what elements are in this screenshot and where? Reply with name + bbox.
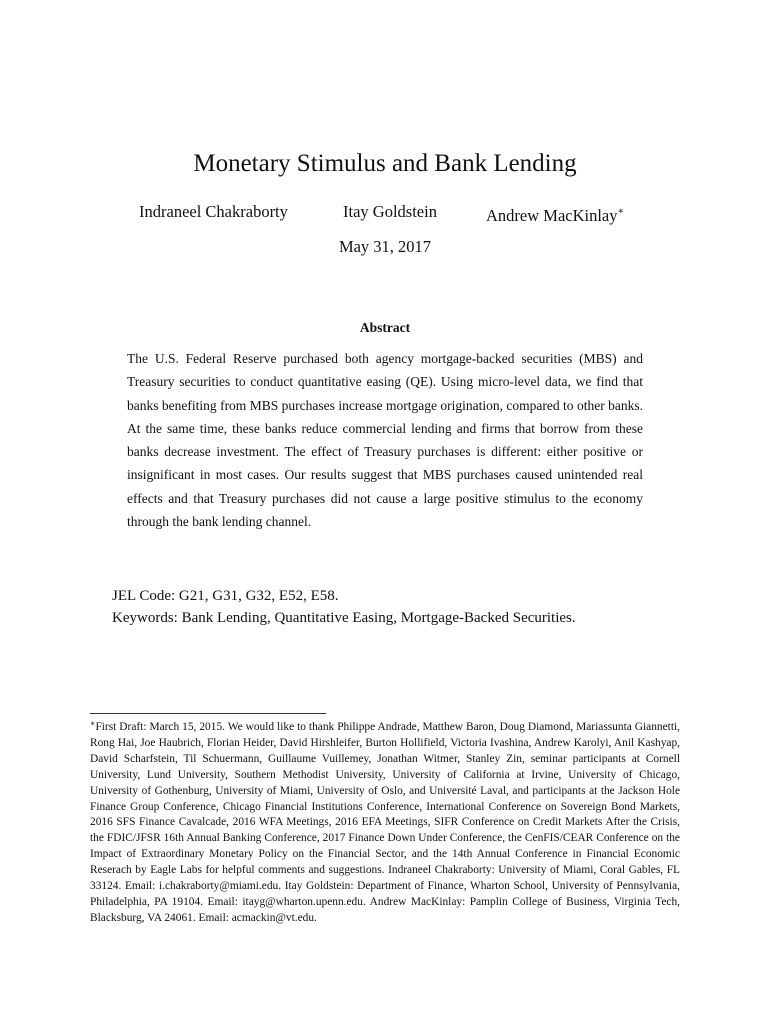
abstract-heading: Abstract — [359, 320, 411, 335]
paper-date: May 31, 2017 — [338, 237, 432, 256]
footnote-divider — [90, 713, 326, 714]
author-name: Indraneel Chakraborty — [139, 202, 288, 221]
jel-code: JEL Code: G21, G31, G32, E52, E58. — [112, 588, 339, 604]
keywords: Keywords: Bank Lending, Quantitative Easing, Mortgage-Backed Securities. — [112, 610, 576, 626]
footnote-mark: ∗ — [90, 719, 96, 728]
paper-title: Monetary Stimulus and Bank Lending — [193, 150, 577, 177]
footnote-marker: ∗ — [617, 206, 625, 217]
footnote — [90, 716, 680, 927]
footnote-text: First Draft: March 15, 2015. We would like to thank Philippe Andrade, Matthew Baron, Doug Diamond, Mariassunta Giannetti, Rong Hai, Joe Haubrich, Florian Heider, David Hirshleifer, Burton Hollifield, Victoria Ivashina, Andrew Karolyi, Anil Kashyap, David Scharfstein, Til Schuermann, Guillaume Vuillemey, Jonathan Witmer, Stanley Zin, seminar participants at Cornell University, Lund University, Southern Methodist University, University of California at Irvine, University of Chicago, University of Gothenburg, University of Miami, University of Oslo, and Université Laval, and participants at the Jackson Hole Finance Group Conference, Chicago Financial Institutions Conference, International Conference on Sovereign Bond Markets, 2016 SFS Finance Cavalcade, 2016 WFA Meetings, 2016 EFA Meetings, SIFR Conference on Credit Markets After the Crisis, the FDIC/JFSR 16th Annual Banking Conference, 2017 Finance Down Under Conference, the CenFIS/CEAR Conference on the Impact of Extraordinary Monetary Policy on the Financial Sector, and the 14th Annual Conference in Financial Economic Reserach by Eagle Labs for helpful comments and suggestions. Indraneel Chakraborty: University of Miami, Coral Gables, FL 33124. Email: i.chakraborty@miami.edu. Itay Goldstein: Department of Finance, Wharton School, University of Pennsylvania, Philadelphia, PA 19104. Email: itayg@wharton.upenn.edu. Andrew MacKinlay: Pamplin College of Business, Virginia Tech, Blacksburg, VA 24061. Email: acmackin@vt.edu. — [90, 721, 680, 924]
author-name: Itay Goldstein — [343, 202, 437, 221]
abstract-text: The U.S. Federal Reserve purchased both agency mortgage-backed securities (MBS) and Treasury securities to conduct quantitative easing (QE). Using micro-level data, we find that banks benefiting from MBS purchases increase mortgage origination, compared to other banks. At the same time, these banks reduce commercial lending and firms that borrow from these banks decrease investment. The effect of Treasury purchases is different: either positive or insignificant in most cases. Our results suggest that MBS purchases caused unintended real effects and that Treasury purchases did not cause a large positive stimulus to the economy through the bank lending channel. — [127, 351, 643, 530]
author-1 — [139, 201, 288, 223]
author-3 — [486, 201, 624, 227]
author-2 — [343, 201, 437, 223]
author-name: Andrew MacKinlay — [486, 206, 618, 225]
